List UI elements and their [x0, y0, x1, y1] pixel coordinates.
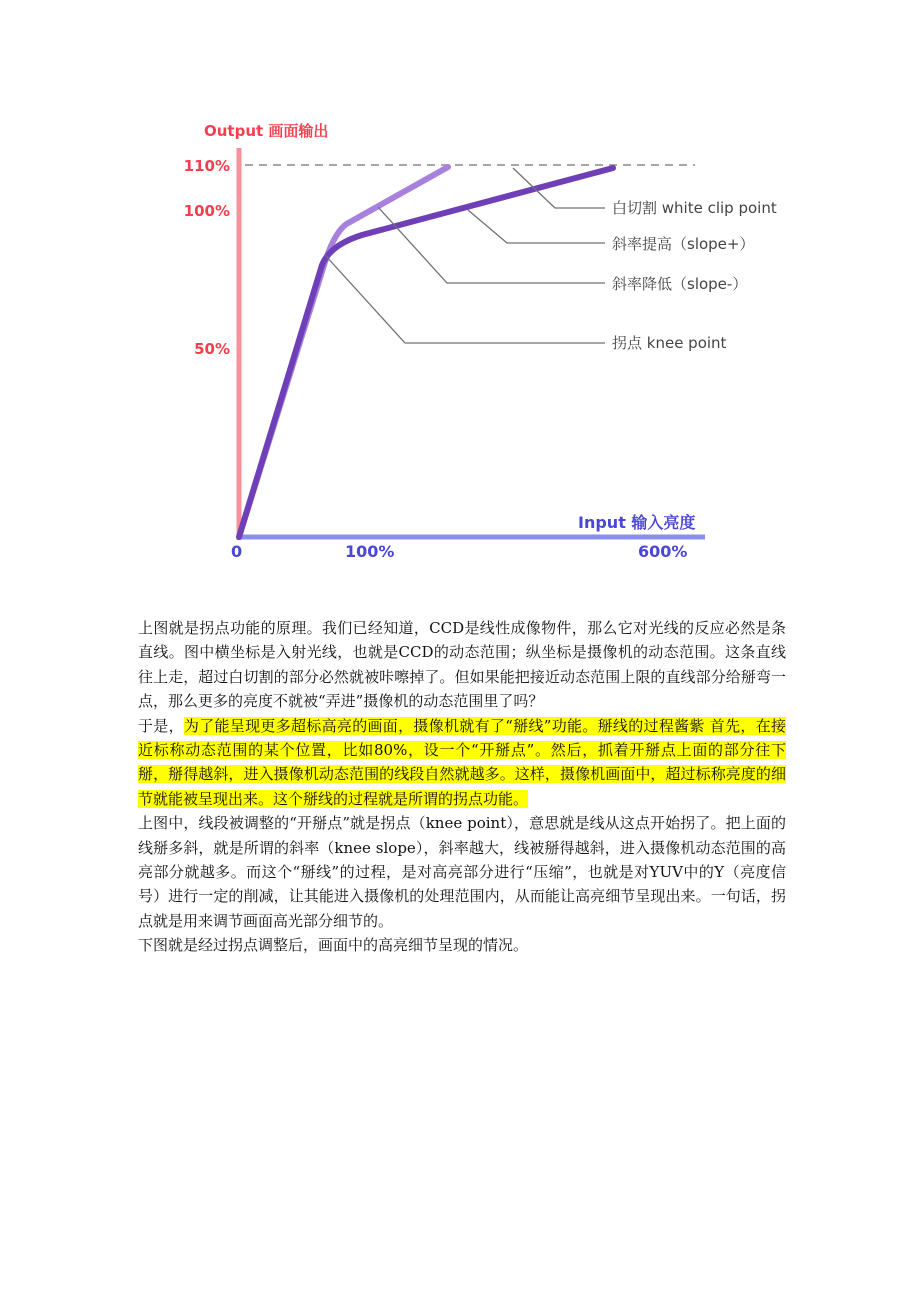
annotation-slope-minus: 斜率降低（slope-） [612, 275, 748, 293]
y-tick-label-100: 100% [183, 202, 230, 220]
paragraph-knee-slope: 上图中，线段被调整的“开掰点”就是拐点（knee point），意思就是线从这点开始拐了。把上面的线掰多斜，就是所谓的斜率（knee slope），斜率越大，线被掰得越斜，进入摄像机动态范围的高亮部分就越多。而这个“掰线”的过程，是对高亮部分进行“压缩”，也就是对YUV中的Y（亮度信号）进行一定的削减，让其能进入摄像机的处理范围内，从而能让高亮细节呈现出来。一句话，拐点就是用来调节画面高光部分细节的。 [138, 814, 786, 930]
series-slope-plus-curve [239, 168, 613, 537]
paragraph-next-figure: 下图就是经过拐点调整后，画面中的高亮细节呈现的情况。 [138, 936, 529, 955]
paragraph-knee-function [138, 714, 786, 812]
knee-point-chart [0, 0, 920, 600]
y-tick-label-110: 110% [183, 157, 230, 175]
x-tick-label-100: 100% [345, 542, 395, 561]
x-axis-title: Input 输入亮度 [578, 513, 696, 532]
y-tick-label-50: 50% [194, 340, 230, 358]
x-tick-label-600: 600% [638, 542, 688, 561]
annotation-knee-point: 拐点 knee point [612, 334, 727, 352]
leader-line-knee-point [325, 255, 605, 343]
leader-line-slope-plus [468, 210, 605, 243]
y-axis-title: Output 画面输出 [204, 122, 329, 140]
paragraph-lead: 于是， [138, 716, 184, 735]
highlighted-text: 为了能呈现更多超标高亮的画面，摄像机就有了“掰线”功能。掰线的过程酱紫 首先，在接近标称动态范围的某个位置，比如80%，设一个“开掰点”。然后，抓着开掰点上面的部分往下掰，掰得越斜，进入摄像机动态范围的线段自然就越多。这样，摄像机画面中，超过标称亮度的细节就能被呈现出来。这个掰线的过程就是所谓的拐点功能。 [138, 716, 786, 808]
paragraph-principle: 上图就是拐点功能的原理。我们已经知道，CCD是线性成像物件，那么它对光线的反应必然是条直线。图中横坐标是入射光线，也就是CCD的动态范围；纵坐标是摄像机的动态范围。这条直线往上走，超过白切割的部分必然就被咔嚓掉了。但如果能把接近动态范围上限的直线部分给掰弯一点，那么更多的亮度不就被“弄进”摄像机的动态范围里了吗？ [138, 619, 786, 711]
annotation-slope-plus: 斜率提高（slope+） [612, 235, 755, 253]
origin-label: 0 [231, 542, 243, 561]
article-body [138, 616, 786, 958]
annotation-white-clip-point: 白切割 white clip point [612, 199, 777, 217]
leader-line-slope-minus [378, 207, 605, 283]
